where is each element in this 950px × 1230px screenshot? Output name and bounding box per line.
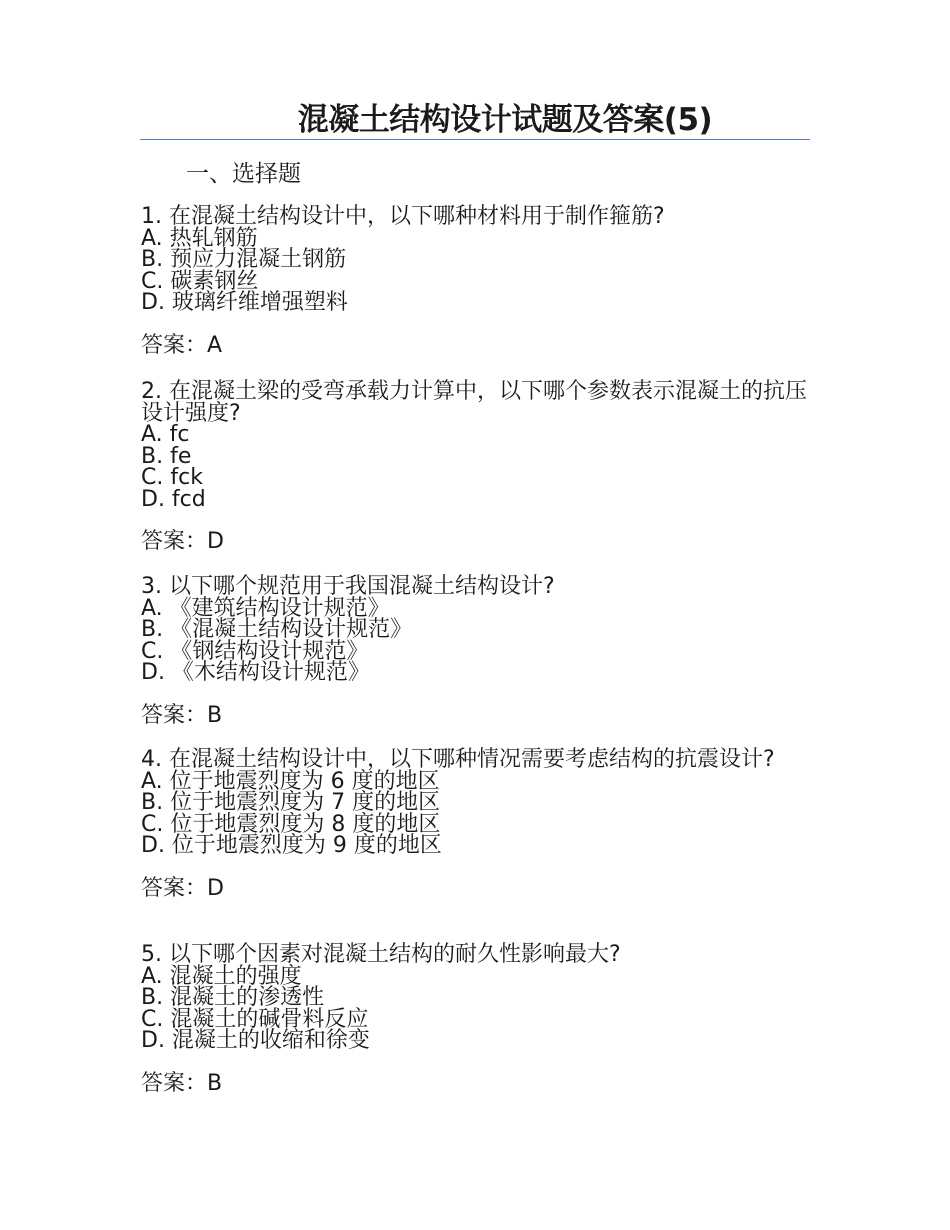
answer-line: 答案：A <box>141 332 223 358</box>
option-b: B. 位于地震烈度为 7 度的地区 <box>141 790 441 815</box>
option-b: B. 《混凝土结构设计规范》 <box>141 617 413 642</box>
question-2 <box>141 381 811 557</box>
title-underline <box>140 139 810 140</box>
question-stem: 4. 在混凝土结构设计中，以下哪种情况需要考虑结构的抗震设计? <box>141 747 775 772</box>
option-list <box>141 595 811 685</box>
option-list <box>141 768 811 858</box>
option-c: C. 位于地震烈度为 8 度的地区 <box>141 811 441 837</box>
answer-line: 答案：D <box>141 875 224 901</box>
option-a: A. 混凝土的强度 <box>141 963 302 989</box>
question-5 <box>141 944 811 1099</box>
option-a: A. fc <box>141 422 190 447</box>
answer-line: 答案：B <box>141 702 223 728</box>
question-1 <box>141 206 811 361</box>
section-heading: 一、选择题 <box>186 161 301 187</box>
option-d: D. 玻璃纤维增强塑料 <box>141 290 348 315</box>
answer-line: 答案：D <box>141 529 224 554</box>
option-b: B. 预应力混凝土钢筋 <box>141 247 347 272</box>
answer-line: 答案：B <box>141 1070 223 1096</box>
option-b: B. 混凝土的渗透性 <box>141 985 325 1010</box>
option-a: A. 《建筑结构设计规范》 <box>141 595 390 621</box>
question-stem: 2. 在混凝土梁的受弯承载力计算中，以下哪个参数表示混凝土的抗压设计强度? <box>141 379 807 426</box>
option-list <box>141 225 811 315</box>
option-d: D. 位于地震烈度为 9 度的地区 <box>141 833 442 858</box>
question-stem: 3. 以下哪个规范用于我国混凝土结构设计? <box>141 574 555 599</box>
question-4 <box>141 749 811 904</box>
option-d: D. fcd <box>141 486 206 512</box>
option-b: B. fe <box>141 443 192 469</box>
question-stem: 5. 以下哪个因素对混凝土结构的耐久性影响最大? <box>141 942 621 967</box>
option-c: C. 碳素钢丝 <box>141 268 259 294</box>
option-list <box>141 424 811 510</box>
option-d: D. 《木结构设计规范》 <box>141 660 370 685</box>
option-c: C. fck <box>141 465 203 490</box>
option-d: D. 混凝土的收缩和徐变 <box>141 1028 370 1053</box>
question-3 <box>141 576 811 731</box>
question-stem: 1. 在混凝土结构设计中，以下哪种材料用于制作箍筋? <box>141 204 665 229</box>
option-c: C. 混凝土的碱骨料反应 <box>141 1006 369 1032</box>
option-c: C. 《钢结构设计规范》 <box>141 638 369 664</box>
option-a: A. 位于地震烈度为 6 度的地区 <box>141 768 440 794</box>
option-list <box>141 963 811 1053</box>
document-title: 混凝土结构设计试题及答案(5) <box>297 102 713 138</box>
option-a: A. 热轧钢筋 <box>141 225 258 251</box>
